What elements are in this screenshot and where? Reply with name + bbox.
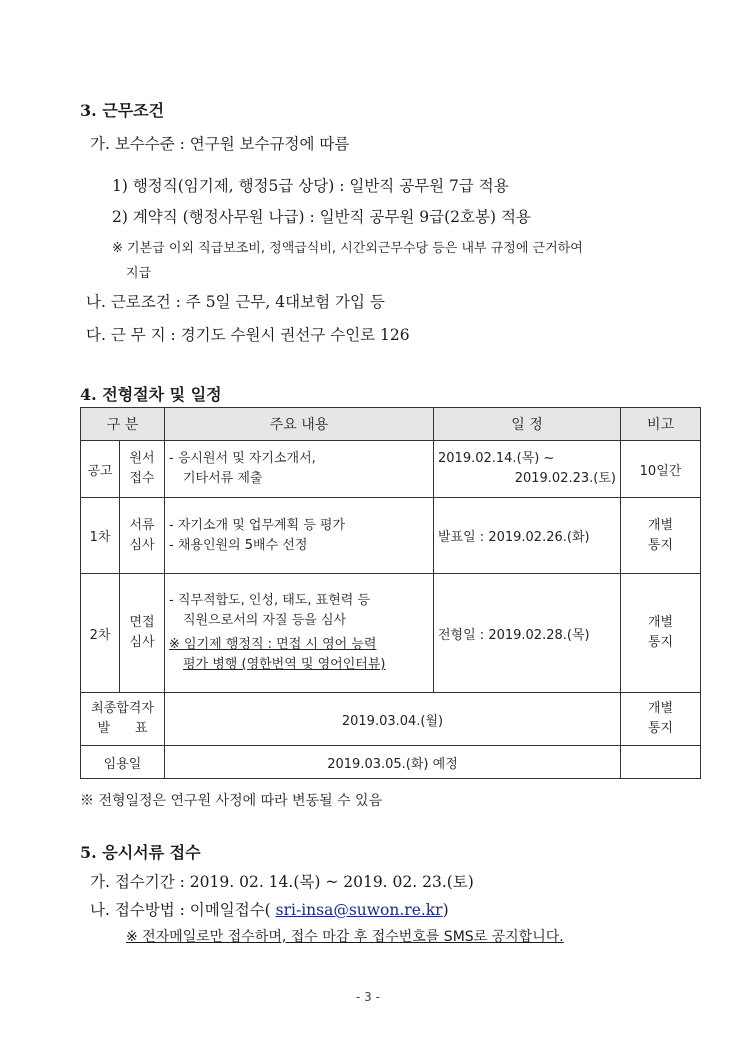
sub-stage-cell (120, 574, 165, 693)
sub-stage-line: 원서 (129, 451, 155, 466)
header-schedule: 일 정 (434, 408, 621, 441)
page-number: - 3 - (356, 990, 380, 1004)
content-line: - 채용인원의 5배수 선정 (169, 537, 308, 553)
pay-note-cont: 지급 (126, 266, 152, 281)
content-note-line: ※ 임기제 행정직 : 면접 시 영어 능력 (169, 637, 377, 652)
schedule-cell: 발표일 : 2019.02.26.(화) (434, 498, 621, 574)
note-line: 통지 (647, 635, 674, 650)
application-method (90, 898, 449, 920)
content-line: - 직무적합도, 인성, 태도, 표현력 등 (169, 593, 371, 608)
note-line: 통지 (647, 537, 674, 553)
schedule-cell (434, 441, 621, 498)
pay-item-contract: 2) 계약직 (행정사무원 나급) : 일반직 공무원 9급(2호봉) 적용 (112, 208, 531, 226)
sub-stage-cell (120, 498, 165, 574)
content-note-line: 평가 병행 (영한번역 및 영어인터뷰) (183, 657, 386, 672)
table-row (81, 441, 701, 498)
schedule-footnote: ※ 전형일정은 연구원 사정에 따라 변동될 수 있음 (80, 793, 383, 809)
note-cell (621, 498, 701, 574)
stage-cell: 1차 (81, 498, 120, 574)
pay-note: ※ 기본급 이외 직급보조비, 정액급식비, 시간외근무수당 등은 내부 규정에 근거하여 (112, 241, 583, 256)
schedule-cell: 전형일 : 2019.02.28.(목) (434, 574, 621, 693)
stage-line: 발 표 (97, 721, 148, 736)
note-cell (621, 693, 701, 746)
header-category: 구 분 (81, 408, 165, 441)
work-conditions: 나. 근로조건 : 주 5일 근무, 4대보험 가입 등 (86, 293, 385, 311)
schedule-line: 2019.02.14.(목) ~ (438, 451, 555, 466)
content-cell (165, 441, 434, 498)
note-cell (621, 746, 701, 779)
content-cell (165, 498, 434, 574)
note-cell: 10일간 (621, 441, 701, 498)
section4-title: 4. 전형절차 및 일정 (80, 385, 222, 404)
note-line: 개별 (647, 517, 674, 533)
application-period: 가. 접수기간 : 2019. 02. 14.(목) ~ 2019. 02. 23.(토) (90, 873, 474, 891)
work-location: 다. 근 무 지 : 경기도 수원시 권선구 수인로 126 (86, 326, 410, 344)
sub-stage-line: 면접 (129, 615, 155, 630)
content-line: - 자기소개 및 업무계획 등 평가 (169, 517, 346, 533)
pay-item-admin: 1) 행정직(임기제, 행정5급 상당) : 일반직 공무원 7급 적용 (112, 177, 509, 195)
schedule-table (80, 407, 701, 779)
sub-stage-line: 접수 (129, 471, 155, 486)
section5-title: 5. 응시서류 접수 (80, 843, 201, 862)
header-content: 주요 내용 (165, 408, 434, 441)
table-row (81, 498, 701, 574)
content-line: 기타서류 제출 (183, 471, 263, 486)
method-label: 나. 접수방법 : 이메일접수( (90, 901, 276, 919)
sub-stage-line: 심사 (129, 635, 155, 650)
method-suffix: ) (442, 901, 449, 919)
schedule-cell: 2019.03.05.(화) 예정 (165, 746, 621, 779)
sub-stage-line: 심사 (129, 537, 155, 553)
table-row (81, 574, 701, 693)
note-line: 통지 (647, 721, 674, 736)
pay-level: 가. 보수수준 : 연구원 보수규정에 따름 (90, 135, 350, 153)
content-line: 직원으로서의 자질 등을 심사 (183, 613, 347, 628)
section3-title: 3. 근무조건 (80, 101, 165, 120)
email-link[interactable]: sri-insa@suwon.re.kr (275, 901, 443, 919)
sub-stage-cell (120, 441, 165, 498)
stage-cell: 공고 (81, 441, 120, 498)
schedule-line: 2019.02.23.(토) (514, 471, 616, 486)
note-line: 개별 (647, 701, 674, 716)
sub-stage-line: 서류 (129, 517, 155, 533)
table-row (81, 693, 701, 746)
stage-cell: 임용일 (81, 746, 165, 779)
stage-cell (81, 693, 165, 746)
application-note: ※ 전자메일로만 접수하며, 접수 마감 후 접수번호를 SMS로 공지합니다. (126, 929, 564, 945)
table-header-row (81, 408, 701, 441)
stage-cell: 2차 (81, 574, 120, 693)
content-line: - 응시원서 및 자기소개서, (169, 451, 316, 466)
header-note: 비고 (621, 408, 701, 441)
note-cell (621, 574, 701, 693)
note-line: 개별 (647, 615, 674, 630)
stage-line: 최종합격자 (91, 701, 154, 716)
schedule-cell: 2019.03.04.(월) (165, 693, 621, 746)
content-cell (165, 574, 434, 693)
table-row (81, 746, 701, 779)
